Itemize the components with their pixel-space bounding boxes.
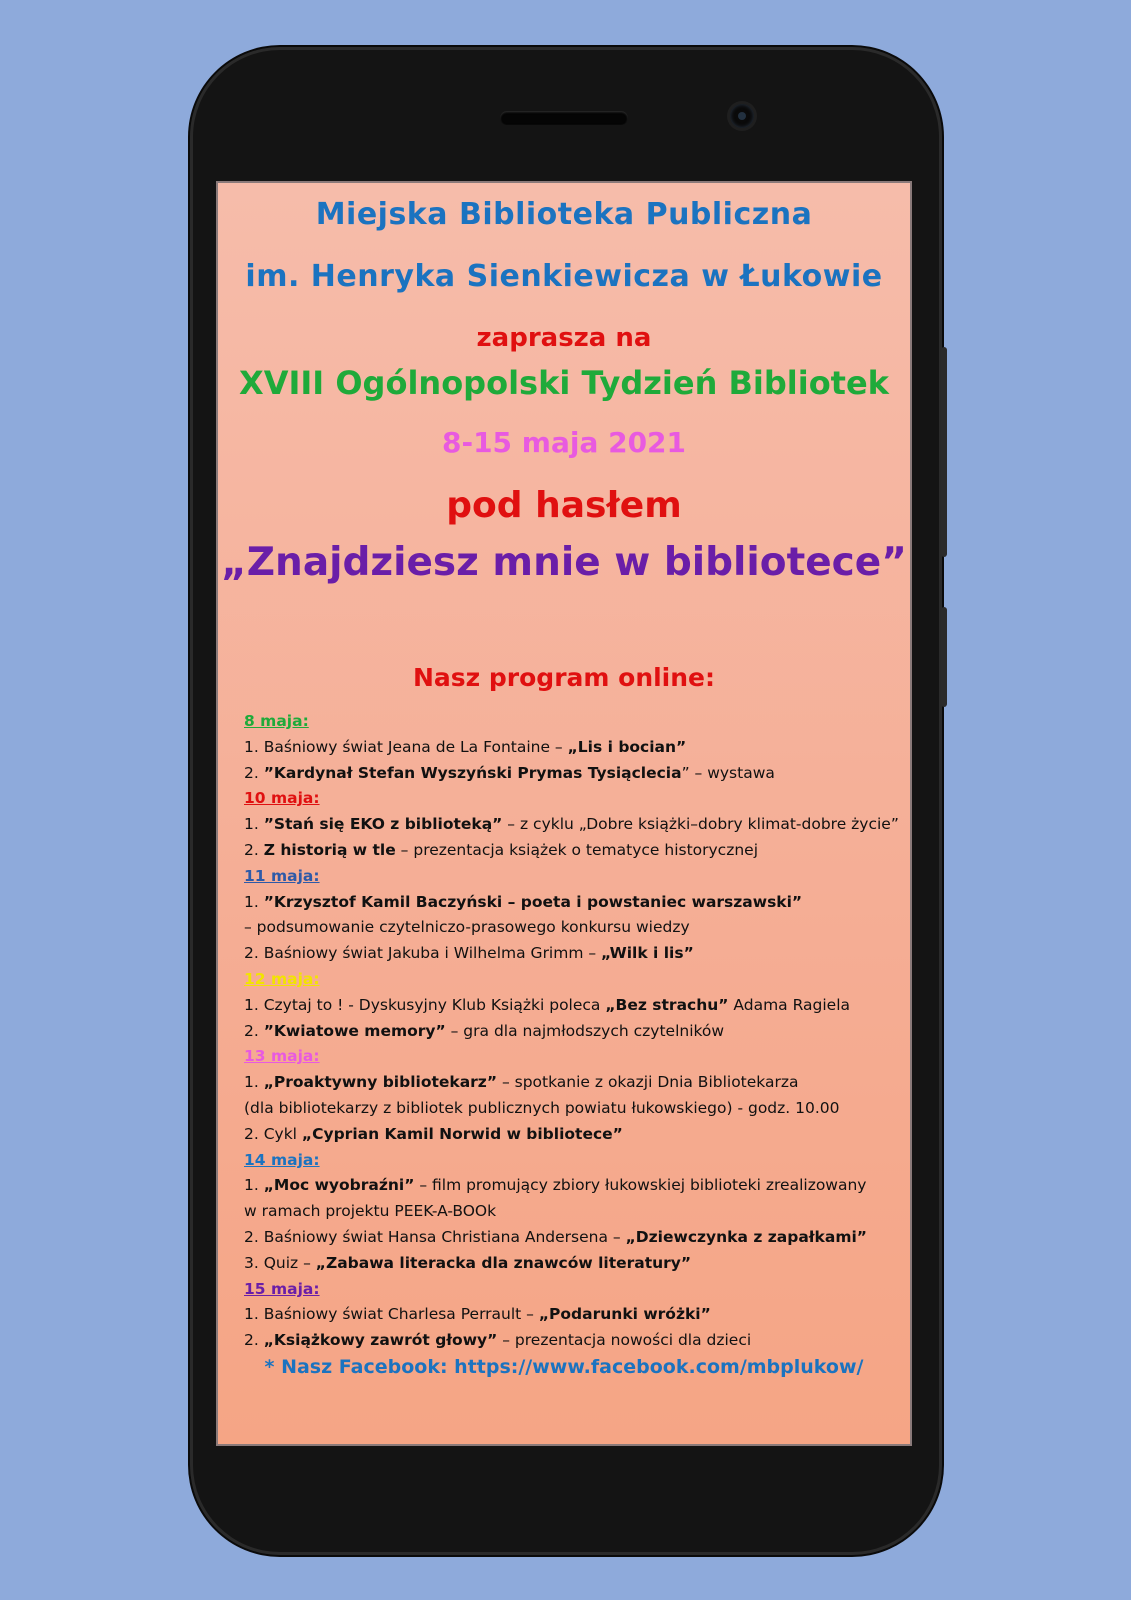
program-list (244, 709, 904, 1354)
program-item: w ramach projektu PEEK-A-BOOk (244, 1202, 497, 1221)
front-camera-icon (730, 104, 754, 128)
program-item: 2. Baśniowy świat Jakuba i Wilhelma Grimm – „Wilk i lis” (244, 944, 694, 963)
program-item: 2. ”Kardynał Stefan Wyszyński Prymas Tysiąclecia” – wystawa (244, 763, 775, 782)
program-item: 2. „Książkowy zawrót głowy” – prezentacja nowości dla dzieci (244, 1331, 752, 1350)
program-item: 1. „Proaktywny bibliotekarz” – spotkanie z okazji Dnia Bibliotekarza (244, 1073, 799, 1092)
day-label: 13 maja: (244, 1047, 320, 1066)
program-item: 1. Czytaj to ! - Dyskusyjny Klub Książki poleca „Bez strachu” Adama Ragiela (244, 995, 851, 1014)
day-label: 10 maja: (244, 789, 320, 808)
program-item: 2. ”Kwiatowe memory” – gra dla najmłodszych czytelników (244, 1021, 725, 1040)
event-name: XVIII Ogólnopolski Tydzień Bibliotek (239, 364, 889, 402)
program-item: (dla bibliotekarzy z bibliotek publicznych powiatu łukowskiego) - godz. 10.00 (244, 1098, 840, 1117)
day-label: 14 maja: (244, 1150, 320, 1169)
day-label: 8 maja: (244, 712, 309, 730)
program-item: 2. Z historią w tle – prezentacja książek o tematyce historycznej (244, 840, 759, 859)
volume-button (941, 347, 947, 557)
program-title: Nasz program online: (412, 663, 716, 692)
speaker-grille (500, 111, 628, 125)
slogan: „Znajdziesz mnie w bibliotece” (221, 540, 907, 585)
poster-screen (216, 181, 912, 1446)
program-item: 2. Baśniowy świat Hansa Christiana Andersena – „Dziewczynka z zapałkami” (244, 1227, 867, 1246)
day-label: 11 maja: (244, 866, 320, 885)
program-item: 1. ”Stań się EKO z biblioteką” – z cyklu „Dobre książki–dobry klimat-dobre życie” (244, 815, 899, 834)
facebook-link[interactable]: * Nasz Facebook: https://www.facebook.com/mbplukow/ (264, 1356, 864, 1378)
power-button (941, 607, 947, 707)
program-item: 1. „Moc wyobraźni” – film promujący zbiory łukowskiej biblioteki zrealizowany (244, 1176, 867, 1195)
invite-text: zaprasza na (476, 323, 652, 353)
library-name: Miejska Biblioteka Publiczna (315, 197, 813, 232)
program-item: 1. ”Krzysztof Kamil Baczyński – poeta i powstaniec warszawski” (244, 892, 803, 911)
program-item: 1. Baśniowy świat Charlesa Perrault – „Podarunki wróżki” (244, 1305, 711, 1324)
day-label: 15 maja: (244, 1279, 320, 1298)
program-item: 3. Quiz – „Zabawa literacka dla znawców literatury” (244, 1253, 692, 1272)
event-dates: 8-15 maja 2021 (441, 426, 687, 459)
day-label: 12 maja: (244, 969, 320, 988)
library-patron: im. Henryka Sienkiewicza w Łukowie (245, 259, 883, 294)
program-item: 2. Cykl „Cyprian Kamil Norwid w bibliotece” (244, 1124, 623, 1143)
slogan-intro: pod hasłem (446, 485, 682, 526)
program-item: 1. Baśniowy świat Jeana de La Fontaine – „Lis i bocian” (244, 737, 687, 756)
program-item: – podsumowanie czytelniczo-prasowego konkursu wiedzy (244, 918, 690, 937)
